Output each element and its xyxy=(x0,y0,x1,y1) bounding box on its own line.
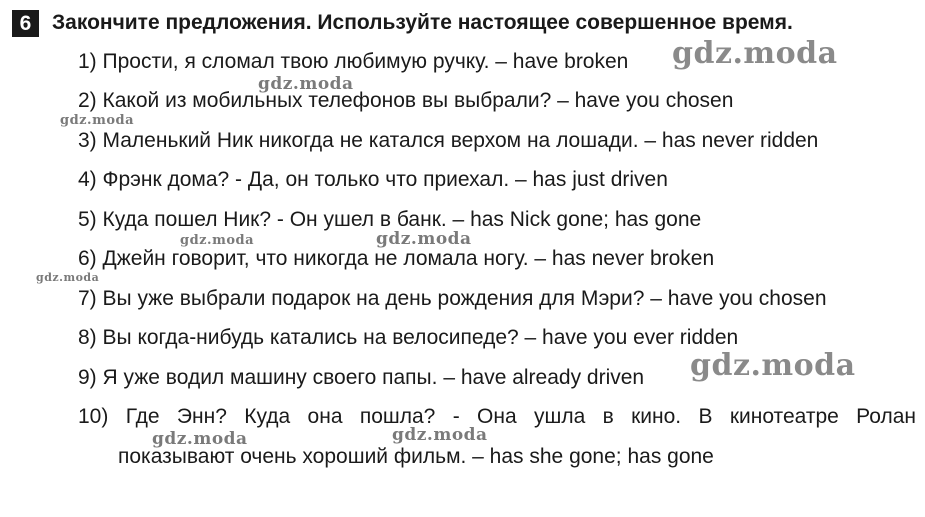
sentence-item-10-line-1: 10) Где Энн? Куда она пошла? - Она ушла в кино. В кинотеатре Ролан xyxy=(78,405,916,428)
sentence-item-4: 4) Фрэнк дома? - Да, он только что приехал. – has just driven xyxy=(78,168,668,191)
task-title: Закончите предложения. Используйте настоящее совершенное время. xyxy=(52,11,793,34)
task-number-badge: 6 xyxy=(12,10,39,37)
watermark-logo: gdz.moda xyxy=(180,233,255,248)
watermark-logo: gdz.moda xyxy=(672,36,838,71)
sentence-item-1: 1) Прости, я сломал твою любимую ручку. – have broken xyxy=(78,50,629,73)
sentence-item-8: 8) Вы когда-нибудь катались на велосипеде? – have you ever ridden xyxy=(78,326,739,349)
watermark-logo: gdz.moda xyxy=(376,229,472,249)
watermark-logo: gdz.moda xyxy=(152,429,248,449)
sentence-item-2: 2) Какой из мобильных телефонов вы выбрали? – have you chosen xyxy=(78,89,734,112)
sentence-item-9: 9) Я уже водил машину своего папы. – have already driven xyxy=(78,366,645,389)
watermark-logo: gdz.moda xyxy=(392,425,488,445)
watermark-logo: gdz.moda xyxy=(690,348,856,383)
watermark-logo: gdz.moda xyxy=(258,74,354,94)
sentence-item-3: 3) Маленький Ник никогда не катался верхом на лошади. – has never ridden xyxy=(78,129,819,152)
sentence-item-5: 5) Куда пошел Ник? - Он ушел в банк. – has Nick gone; has gone xyxy=(78,208,702,231)
watermark-logo: gdz.moda xyxy=(60,113,135,128)
sentence-item-6: 6) Джейн говорит, что никогда не ломала ногу. – has never broken xyxy=(78,247,715,270)
sentence-item-10-line-2: показывают очень хороший фильм. – has she gone; has gone xyxy=(118,445,714,468)
watermark-logo: gdz.moda xyxy=(36,271,100,284)
sentence-item-7: 7) Вы уже выбрали подарок на день рождения для Мэри? – have you chosen xyxy=(78,287,827,310)
